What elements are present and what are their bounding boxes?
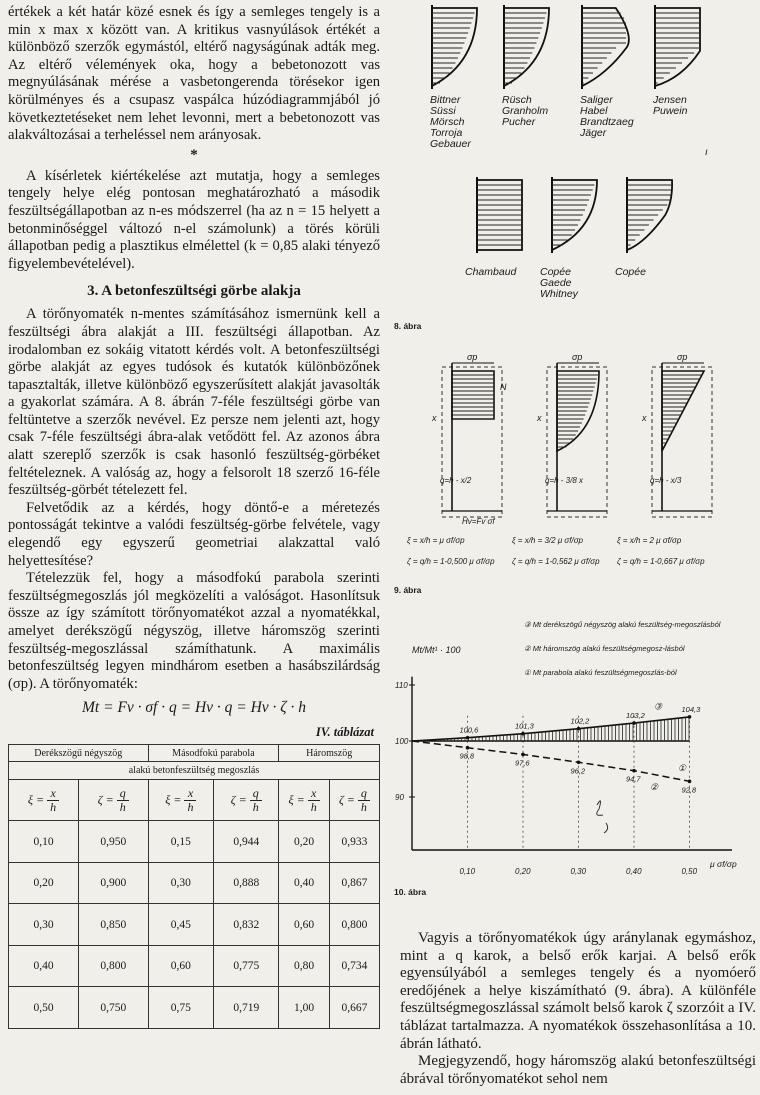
paragraph-2: A kísérletek kiértékelése azt mutatja, hogy a semleges tengely helye elég pontosan meghatározható a második feszültségállapotban az n-es módszerrel (ha az n = 15 helyett a betonminőséggel változó n-el számolunk) a törés körüli állapotban pedig a plasztikus elmélettel (k = 0,85 alaki tényező figyelembevételével). <box>8 167 380 272</box>
series-3-point <box>521 732 525 736</box>
header-xi-fraction <box>184 787 196 814</box>
series-2-point <box>521 753 525 757</box>
x-axis-label: μ σf/σp <box>710 859 737 869</box>
author-name: Mörsch <box>430 116 465 128</box>
n-label: N <box>500 382 507 392</box>
figure-10 <box>392 605 756 887</box>
header-xi-fraction <box>308 787 320 814</box>
series-3-data-label: 102,2 <box>570 716 590 726</box>
fraction-numerator: x <box>47 787 59 801</box>
stress-block-3 <box>582 5 629 89</box>
y-tick-label: 100 <box>395 737 409 746</box>
author-name: Saliger <box>580 94 613 106</box>
table-cell: 0,944 <box>214 821 279 863</box>
header-xi-symbol: ξ = <box>27 792 45 807</box>
author-name: Granholm <box>502 105 549 117</box>
author-name: Jäger <box>580 127 607 139</box>
paragraph-5: Tételezzük fel, hogy a másodfokú parabola szerinti feszültségmegoszlás jól megközelíti a valóságot. Hasonlítsuk össze az így számított törőnyomatékot azzal a nyomatékkal, amelyet derékszögű négyszög, illetve háromszög szerinti feszültség-megoszlással számíthatunk. A maximális betonfeszültség legyen mindhárom esetben a hasábszilárdság (σp). A törőnyomaték: <box>8 570 380 692</box>
legend-entry: ② Mt háromszög alakú feszültségmegosz-lásból <box>524 644 685 653</box>
curve-label-2: ② <box>650 782 659 793</box>
table-subheader: alakú betonfeszültség megoszlás <box>9 762 380 780</box>
curve-label-1: ① <box>678 763 687 773</box>
header-zeta-fraction <box>250 787 262 814</box>
table-cell: 0,775 <box>214 945 279 987</box>
table-cell: 0,867 <box>329 862 379 904</box>
table-row <box>9 862 380 904</box>
table-cell: 0,60 <box>279 904 330 946</box>
group-parabola: Másodfokú parabola <box>148 745 279 762</box>
header-xi <box>9 780 79 821</box>
author-name: Copée <box>540 266 571 278</box>
paragraph-3: A törőnyomaték n-mentes számításához ismernünk kell a feszültségi ábra alakját a III. feszültségi állapotban. Az irodalomban ez sokáig vitatott kérdés volt. A betonfeszültségi görbe alakját az egyes tudósok és kutatók különbözőnek tapasztalták, illetve különböző egyszerűsített alakját javasolták a gyakorlat számára. A 8. ábrán 7-féle feszültségi görbe van feltüntetve a szerzők nevével. Ez persze nem jelenti azt, hogy csak 7-féle feszültségi ábra-alak vetődött fel. Az azonos ábra alatt szereplő szerzők is csak hasonló feszültség-görbéket feltételeznek. A valóság az, hogy a felsorolt 18 szerző 16-féle feszültség-görbét tételezett fel. <box>8 306 380 499</box>
section-outline <box>652 367 712 517</box>
q-label: q=h - x/3 <box>650 476 682 485</box>
header-zeta <box>214 780 279 821</box>
paragraph-4: Felvetődik az a kérdés, hogy döntő-e a méretezés pontosságát tekintve a valódi feszültség-görbe felvétele, vagy elegendő egy egyszerű geometriai alakzattal való helyettesítése? <box>8 499 380 569</box>
series-3-point <box>688 715 692 719</box>
table-cell: 0,40 <box>9 945 79 987</box>
x-tick-label: 0,50 <box>681 867 698 876</box>
figure-9-caption: 9. ábra <box>394 585 422 595</box>
stress-block-5 <box>477 177 522 253</box>
table-cell: 0,60 <box>148 945 214 987</box>
fraction-numerator: q <box>250 787 262 801</box>
stress-curve <box>655 8 700 86</box>
table-cell: 0,900 <box>79 862 148 904</box>
header-xi-fraction <box>47 787 59 814</box>
author-name: Pucher <box>502 116 536 128</box>
section-star: * <box>190 146 198 163</box>
figure-8 <box>392 0 756 330</box>
table-cell: 0,800 <box>79 945 148 987</box>
series-2-data-label: 96,2 <box>570 766 586 776</box>
series-2-point <box>577 760 581 764</box>
y-tick-label: 90 <box>395 793 404 802</box>
fraction-denominator: h <box>119 799 126 814</box>
table-cell: 0,20 <box>9 862 79 904</box>
table-cell: 0,45 <box>148 904 214 946</box>
table-cell: 0,80 <box>279 945 330 987</box>
x-tick-label: 0,40 <box>626 867 642 876</box>
table-cell: 0,950 <box>79 821 148 863</box>
x-label: x <box>432 413 437 423</box>
table-row <box>9 945 380 987</box>
table-cell: 0,10 <box>9 821 79 863</box>
figure-9 <box>392 346 756 578</box>
series-2-line <box>412 741 690 781</box>
stress-diagram-1 <box>431 352 502 517</box>
paragraph-1: értékek a két határ közé esnek és így a semleges tengely is a min x max x között van. A kritikus vasnyúlások értékét a különböző szerzők egymástól, eltérő nagyságúnak adták meg. Az eltérő vélemények oka, hogy a bebetonozott vas megnyúlásának mérése a vasbetongerenda törésekor igen körülményes és a csupasz vaspálca húzódiagrammjából jó következtetéseket nem lehet levonni, mert a bebetonozott vas alakváltozásai a terheléssel nem arányosak. <box>8 4 380 144</box>
series-2-data-label: 94,7 <box>626 774 641 784</box>
legend-entry: ③ Mt derékszögű négyszög alakú feszültség-megoszlásból <box>524 620 721 629</box>
stress-block-2 <box>504 5 549 89</box>
right-paragraph-2: Megjegyzendő, hogy háromszög alakú betonfeszültségi ábrával törőnyomatékot sehol nem <box>400 1053 756 1087</box>
table-row <box>9 821 380 863</box>
author-name: Brandtzaeg <box>580 116 634 128</box>
author-name: Torroja <box>430 127 463 139</box>
author-name: Whitney <box>540 288 578 300</box>
table-cell: 0,888 <box>214 862 279 904</box>
series-2-data-label: 98,8 <box>459 751 475 761</box>
fraction-numerator: q <box>117 787 129 801</box>
right-text <box>400 930 756 1088</box>
table-cell: 0,75 <box>148 987 214 1029</box>
series-3-data-label: 101,3 <box>515 721 534 731</box>
series-3-point <box>466 736 470 740</box>
y-tick-label: 110 <box>395 681 408 690</box>
section-heading: 3. A betonfeszültségi görbe alakja <box>87 283 301 300</box>
table-cell: 0,734 <box>329 945 379 987</box>
fraction-numerator: q <box>358 787 370 801</box>
section-outline <box>442 367 502 517</box>
header-xi-symbol: ξ = <box>165 792 182 807</box>
stress-curve <box>582 8 629 86</box>
series-3-point <box>577 727 581 731</box>
header-xi <box>279 780 330 821</box>
series-2-data-label: 92,8 <box>681 785 697 795</box>
x-tick-label: 0,20 <box>515 867 531 876</box>
author-name: Jensen <box>653 94 687 106</box>
table-cell: 0,15 <box>148 821 214 863</box>
author-name: Puwein <box>653 105 688 117</box>
table-cell: 0,850 <box>79 904 148 946</box>
series-2-data-label: 97,6 <box>515 758 530 768</box>
xi-equation: ξ = x/h = 3/2 μ σf/σp <box>512 536 583 545</box>
q-label: q=h - x/2 <box>440 476 472 485</box>
xi-equation: ξ = x/h = 2 μ σf/σp <box>617 536 682 545</box>
curve-label-3: ③ <box>654 701 663 712</box>
header-xi <box>148 780 214 821</box>
series-3-data-label: 100,6 <box>459 725 479 735</box>
author-name: Habel <box>580 105 608 117</box>
header-zeta-symbol: ζ = <box>230 792 247 807</box>
figure-10-caption: 10. ábra <box>394 887 427 897</box>
x-tick-label: 0,30 <box>570 867 587 876</box>
sigma-label: σp <box>467 352 478 362</box>
stress-block-7 <box>627 177 672 253</box>
header-xi-symbol: ξ = <box>288 792 305 807</box>
moment-formula: Mt = Fv · σf · q = Hv · q = Hv · ζ · h <box>82 699 306 717</box>
legend-entry: ① Mt parabola alakú feszültségmegoszlás-ból <box>524 668 677 677</box>
author-name: Chambaud <box>465 266 517 278</box>
hv-label: Hv=Fv σf <box>462 517 495 526</box>
stray-mark: ı <box>705 147 708 158</box>
fraction-denominator: h <box>187 799 194 814</box>
series-3-line <box>412 717 690 741</box>
x-tick-label: 0,10 <box>459 867 476 876</box>
author-name: Gebauer <box>430 138 471 150</box>
fraction-numerator: x <box>308 787 320 801</box>
fraction-numerator: x <box>184 787 196 801</box>
table-caption: IV. táblázat <box>315 725 374 740</box>
zeta-equation: ζ = q/h = 1-0,562 μ σf/σp <box>512 557 600 566</box>
x-label: x <box>537 413 542 423</box>
table-cell: 0,30 <box>148 862 214 904</box>
stress-diagram-2 <box>536 352 607 517</box>
table-cell: 0,832 <box>214 904 279 946</box>
q-label: q=h - 3/8 x <box>545 476 584 485</box>
table-iv <box>8 744 380 1029</box>
group-rectangle: Derékszögű négyszög <box>9 745 149 762</box>
table-cell: 0,719 <box>214 987 279 1029</box>
table-header-fractions <box>9 780 380 821</box>
table-cell: 0,50 <box>9 987 79 1029</box>
table-cell: 0,20 <box>279 821 330 863</box>
series-3-data-label: 104,3 <box>681 704 701 714</box>
header-zeta-fraction <box>117 787 129 814</box>
stress-diagram-3 <box>641 352 712 517</box>
x-label: x <box>642 413 647 423</box>
y-axis-label: Mt/Mt¹ · 100 <box>412 645 461 655</box>
table-cell: 0,933 <box>329 821 379 863</box>
xi-equation: ξ = x/h = μ σf/σp <box>407 536 465 545</box>
table-cell: 0,750 <box>79 987 148 1029</box>
table-cell: 0,800 <box>329 904 379 946</box>
fraction-denominator: h <box>310 799 317 814</box>
author-name: Süssi <box>430 105 456 117</box>
group-triangle: Háromszög <box>279 745 380 762</box>
series-3-data-label: 103,2 <box>626 711 645 721</box>
stress-curve <box>432 8 477 86</box>
stress-block-4 <box>655 5 700 89</box>
sigma-label: σp <box>572 352 583 362</box>
table-row <box>9 904 380 946</box>
author-name: Gaede <box>540 277 572 289</box>
fraction-denominator: h <box>50 799 57 814</box>
header-zeta <box>79 780 148 821</box>
series-3-point <box>632 721 636 725</box>
table-cell: 0,40 <box>279 862 330 904</box>
zeta-equation: ζ = q/h = 1-0,500 μ σf/σp <box>407 557 495 566</box>
table-cell: 1,00 <box>279 987 330 1029</box>
table-cell: 0,30 <box>9 904 79 946</box>
author-name: Rüsch <box>502 94 532 106</box>
zeta-equation: ζ = q/h = 1-0,667 μ σf/σp <box>617 557 705 566</box>
header-zeta-fraction <box>358 787 370 814</box>
right-paragraph-1: Vagyis a törőnyomatékok úgy aránylanak egymáshoz, mint a q karok, a belső erők karjai. A belső erők egyensúlyából a semleges tengely és a nyomóerő eredőjének a helye kiszámítható (9. ábra). A különféle feszültségmegoszlással számolt belső karok ζ szorzóit a IV. táblázat tartalmazza. A nyomatékok összehasonlítása a 10. ábrán látható. <box>400 930 756 1052</box>
series-2-point <box>466 746 470 750</box>
sigma-label: σp <box>677 352 688 362</box>
header-zeta-symbol: ζ = <box>338 792 355 807</box>
stress-curve <box>504 8 549 86</box>
table-row <box>9 987 380 1029</box>
scribble-mark <box>597 801 608 833</box>
stress-block-6 <box>552 177 597 253</box>
header-zeta <box>329 780 379 821</box>
left-column <box>8 4 380 1029</box>
table-body <box>9 821 380 1029</box>
series-2-point <box>688 780 692 784</box>
fraction-denominator: h <box>360 799 367 814</box>
fraction-denominator: h <box>252 799 259 814</box>
header-zeta-symbol: ζ = <box>97 792 114 807</box>
table-cell: 0,667 <box>329 987 379 1029</box>
figure-8-caption: 8. ábra <box>394 321 422 331</box>
series-2-point <box>632 769 636 773</box>
author-name: Bittner <box>430 94 461 106</box>
author-name: Copée <box>615 266 646 278</box>
stress-block-1 <box>432 5 477 89</box>
